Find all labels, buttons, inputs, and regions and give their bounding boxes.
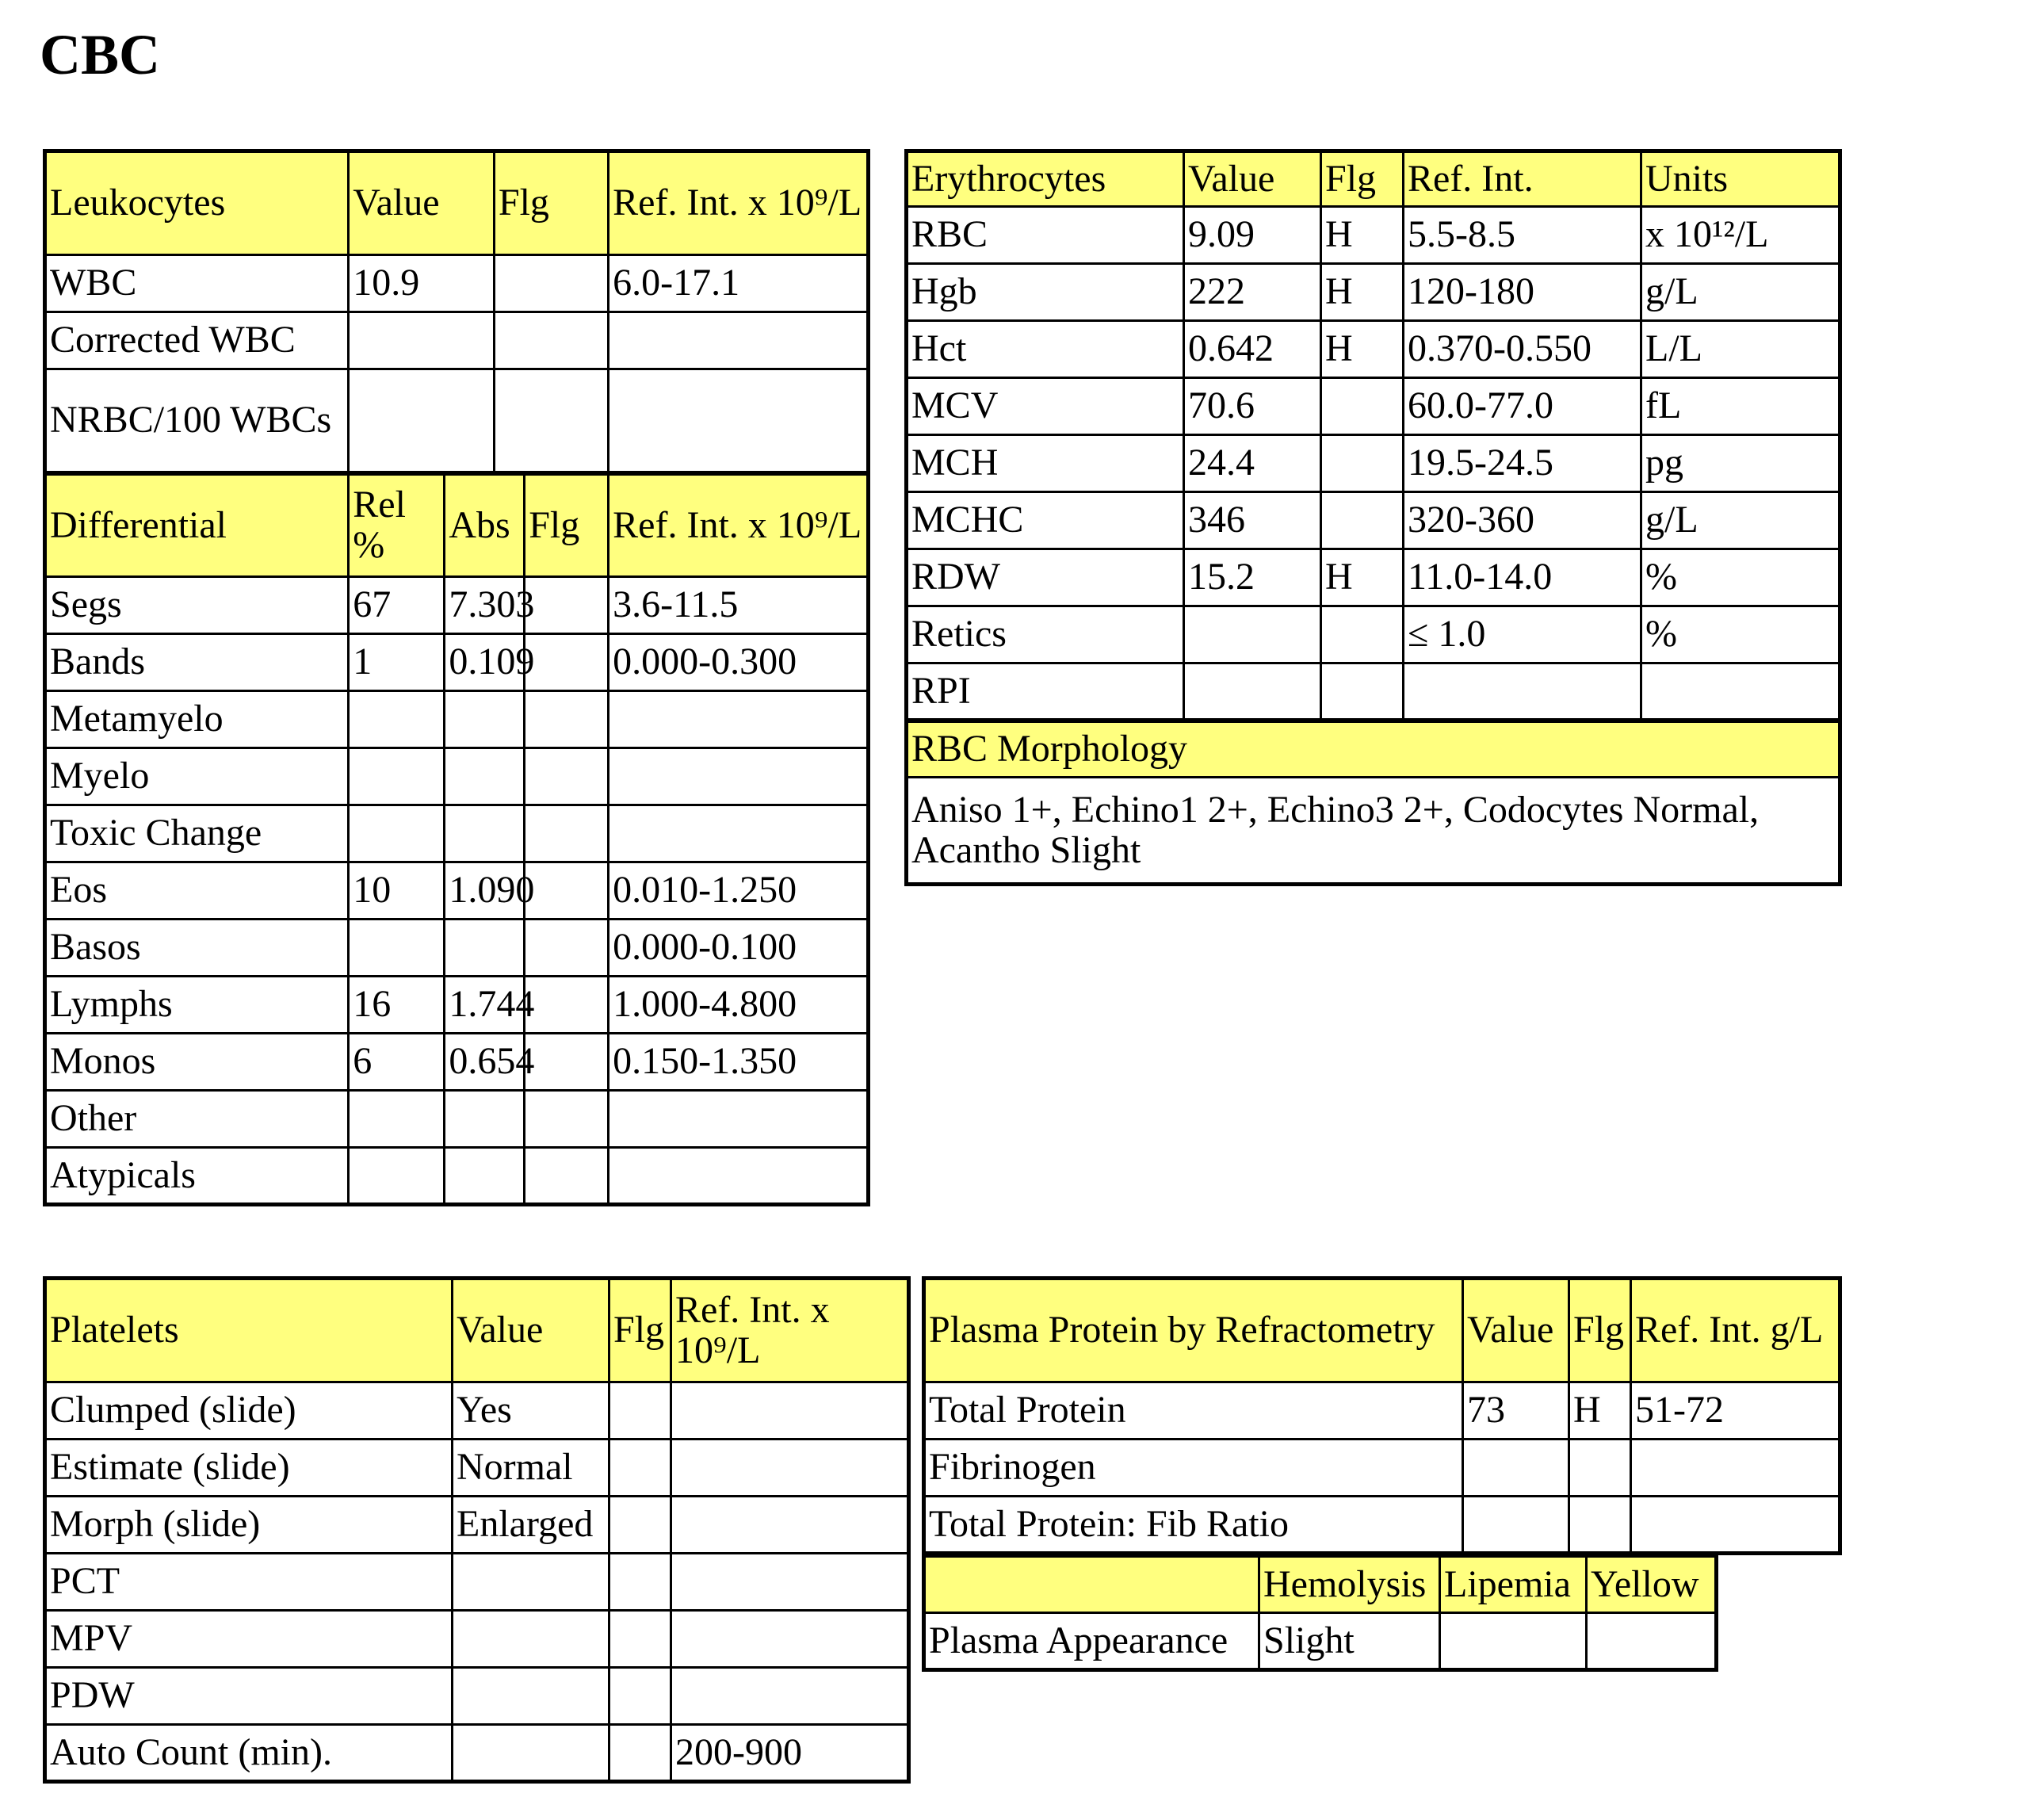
row-value (1184, 606, 1321, 663)
table-row (907, 606, 1840, 663)
row-name: Myelo (45, 748, 349, 805)
differential-header-ref: Ref. Int. x 10⁹/L (609, 473, 869, 577)
row-name: Monos (45, 1034, 349, 1091)
row-flag (494, 369, 608, 473)
row-value (349, 312, 495, 369)
row-lipemia (1440, 1613, 1587, 1670)
row-ref: 3.6-11.5 (609, 577, 869, 634)
row-units: x 10¹²/L (1641, 207, 1840, 264)
row-value: Normal (453, 1440, 609, 1497)
row-name: Total Protein (924, 1382, 1463, 1440)
row-name: Total Protein: Fib Ratio (924, 1497, 1463, 1554)
row-value: Yes (453, 1382, 609, 1440)
row-name: Hct (907, 321, 1184, 378)
table-row (907, 207, 1840, 264)
plasma-protein-header-value: Value (1463, 1279, 1569, 1382)
row-flag (1321, 492, 1404, 549)
row-name: MCHC (907, 492, 1184, 549)
row-flag (609, 1725, 671, 1782)
row-ref: 6.0-17.1 (609, 255, 869, 312)
row-ref (1631, 1440, 1840, 1497)
table-row (907, 549, 1840, 606)
plasma-protein-header-name: Plasma Protein by Refractometry (924, 1279, 1463, 1382)
table-row (924, 1440, 1840, 1497)
row-flag (1569, 1440, 1631, 1497)
row-name: Metamyelo (45, 691, 349, 748)
table-row (907, 264, 1840, 321)
row-name: MCH (907, 435, 1184, 492)
table-row (45, 369, 869, 473)
differential-header-row (45, 473, 869, 577)
row-rel (349, 1091, 445, 1148)
row-flag (525, 862, 609, 920)
row-units: pg (1641, 435, 1840, 492)
row-flag (1321, 606, 1404, 663)
erythrocytes-header-ref: Ref. Int. (1404, 151, 1641, 207)
table-row (45, 312, 869, 369)
table-row (924, 1497, 1840, 1554)
row-rel (349, 920, 445, 977)
table-row (907, 492, 1840, 549)
platelets-header-name: Platelets (45, 1279, 453, 1382)
row-ref (609, 748, 869, 805)
row-ref (609, 805, 869, 862)
row-flag: H (1321, 549, 1404, 606)
row-ref (609, 691, 869, 748)
row-rel (349, 691, 445, 748)
row-name: Corrected WBC (45, 312, 349, 369)
row-ref (671, 1611, 909, 1668)
erythrocytes-table (904, 149, 1842, 886)
row-name: RBC (907, 207, 1184, 264)
row-flag (1569, 1497, 1631, 1554)
row-value (453, 1611, 609, 1668)
row-name: WBC (45, 255, 349, 312)
row-units (1641, 663, 1840, 721)
table-row (45, 255, 869, 312)
differential-header-rel: Rel % (349, 473, 445, 577)
row-name: Estimate (slide) (45, 1440, 453, 1497)
platelets-header-flag: Flg (609, 1279, 671, 1382)
row-yellow (1587, 1613, 1717, 1670)
row-name: Basos (45, 920, 349, 977)
row-name: NRBC/100 WBCs (45, 369, 349, 473)
row-value: 222 (1184, 264, 1321, 321)
plasma-protein-header-ref: Ref. Int. g/L (1631, 1279, 1840, 1382)
row-units: fL (1641, 378, 1840, 435)
row-flag: H (1321, 264, 1404, 321)
row-value: 24.4 (1184, 435, 1321, 492)
row-rel (349, 805, 445, 862)
row-ref: 19.5-24.5 (1404, 435, 1641, 492)
row-rel: 1 (349, 634, 445, 691)
row-name: PDW (45, 1668, 453, 1725)
row-ref: 0.150-1.350 (609, 1034, 869, 1091)
row-ref: 51-72 (1631, 1382, 1840, 1440)
table-row (45, 1440, 909, 1497)
row-ref: 0.000-0.300 (609, 634, 869, 691)
row-abs (445, 920, 525, 977)
row-flag (525, 920, 609, 977)
differential-header-abs: Abs (445, 473, 525, 577)
row-units: g/L (1641, 264, 1840, 321)
rbc-morphology-header: RBC Morphology (907, 721, 1840, 778)
row-abs: 7.303 (445, 577, 525, 634)
row-ref (1631, 1497, 1840, 1554)
row-flag (609, 1611, 671, 1668)
row-value (453, 1668, 609, 1725)
row-name: RPI (907, 663, 1184, 721)
table-row (45, 1091, 869, 1148)
platelets-header-ref: Ref. Int. x 10⁹/L (671, 1279, 909, 1382)
row-abs: 1.090 (445, 862, 525, 920)
row-rel (349, 1148, 445, 1205)
row-name: Fibrinogen (924, 1440, 1463, 1497)
row-value (1184, 663, 1321, 721)
row-flag: H (1321, 207, 1404, 264)
row-name: Bands (45, 634, 349, 691)
row-flag: H (1569, 1382, 1631, 1440)
row-ref (671, 1497, 909, 1554)
table-row (907, 321, 1840, 378)
row-abs (445, 748, 525, 805)
table-row (45, 748, 869, 805)
row-name: Other (45, 1091, 349, 1148)
table-row (45, 920, 869, 977)
row-ref: 11.0-14.0 (1404, 549, 1641, 606)
plasma-appearance-table (922, 1554, 1718, 1672)
leukocytes-table (43, 149, 870, 1206)
table-row (907, 435, 1840, 492)
row-flag (525, 805, 609, 862)
differential-header-flag: Flg (525, 473, 609, 577)
row-value (453, 1725, 609, 1782)
table-row (45, 862, 869, 920)
row-ref (671, 1382, 909, 1440)
row-flag (609, 1382, 671, 1440)
table-row (45, 634, 869, 691)
row-abs: 0.109 (445, 634, 525, 691)
row-value: 9.09 (1184, 207, 1321, 264)
row-value: 15.2 (1184, 549, 1321, 606)
table-row (45, 1725, 909, 1782)
row-flag (525, 577, 609, 634)
row-ref (1404, 663, 1641, 721)
row-name: Segs (45, 577, 349, 634)
row-name: Morph (slide) (45, 1497, 453, 1554)
row-name: Atypicals (45, 1148, 349, 1205)
row-ref: ≤ 1.0 (1404, 606, 1641, 663)
rbc-morphology-text: Aniso 1+, Echino1 2+, Echino3 2+, Codocytes Normal, Acantho Slight (907, 778, 1840, 885)
plasma-appearance-header-hemolysis: Hemolysis (1259, 1556, 1440, 1613)
row-flag (525, 748, 609, 805)
table-row (907, 378, 1840, 435)
table-row (45, 805, 869, 862)
row-name: Clumped (slide) (45, 1382, 453, 1440)
row-flag (494, 312, 608, 369)
row-ref: 0.000-0.100 (609, 920, 869, 977)
row-name: RDW (907, 549, 1184, 606)
row-ref (609, 369, 869, 473)
table-row (45, 1554, 909, 1611)
row-name: Plasma Appearance (924, 1613, 1259, 1670)
row-ref (609, 1091, 869, 1148)
table-row (45, 1611, 909, 1668)
row-flag (609, 1668, 671, 1725)
row-name: MPV (45, 1611, 453, 1668)
row-flag (609, 1497, 671, 1554)
row-value: 10.9 (349, 255, 495, 312)
row-ref (609, 312, 869, 369)
plasma-appearance-header-blank (924, 1556, 1259, 1613)
table-row (907, 663, 1840, 721)
erythrocytes-header-flag: Flg (1321, 151, 1404, 207)
row-rel: 10 (349, 862, 445, 920)
row-value: Enlarged (453, 1497, 609, 1554)
row-flag (525, 1091, 609, 1148)
row-ref: 200-900 (671, 1725, 909, 1782)
row-abs (445, 691, 525, 748)
row-ref (671, 1554, 909, 1611)
row-ref: 5.5-8.5 (1404, 207, 1641, 264)
leukocytes-header-value: Value (349, 151, 495, 255)
table-row (924, 1382, 1840, 1440)
row-name: Lymphs (45, 977, 349, 1034)
table-row (45, 977, 869, 1034)
row-value: 73 (1463, 1382, 1569, 1440)
row-units: % (1641, 549, 1840, 606)
row-value: 70.6 (1184, 378, 1321, 435)
differential-header-name: Differential (45, 473, 349, 577)
row-flag: H (1321, 321, 1404, 378)
row-abs (445, 1091, 525, 1148)
row-hemolysis: Slight (1259, 1613, 1440, 1670)
row-value (1463, 1497, 1569, 1554)
row-name: Hgb (907, 264, 1184, 321)
erythrocytes-header-value: Value (1184, 151, 1321, 207)
row-flag (525, 977, 609, 1034)
row-name: Eos (45, 862, 349, 920)
row-value (1463, 1440, 1569, 1497)
row-name: PCT (45, 1554, 453, 1611)
row-ref: 320-360 (1404, 492, 1641, 549)
row-value (349, 369, 495, 473)
table-row (45, 1497, 909, 1554)
row-ref (609, 1148, 869, 1205)
platelets-table (43, 1276, 911, 1784)
row-name: Auto Count (min). (45, 1725, 453, 1782)
row-flag (525, 1034, 609, 1091)
leukocytes-header-flag: Flg (494, 151, 608, 255)
row-flag (525, 634, 609, 691)
plasma-protein-table (922, 1276, 1842, 1555)
row-ref: 0.370-0.550 (1404, 321, 1641, 378)
leukocytes-header-ref: Ref. Int. x 10⁹/L (609, 151, 869, 255)
row-flag (525, 1148, 609, 1205)
row-ref: 60.0-77.0 (1404, 378, 1641, 435)
table-row (45, 577, 869, 634)
plasma-protein-header-flag: Flg (1569, 1279, 1631, 1382)
row-abs: 0.654 (445, 1034, 525, 1091)
table-row (45, 1382, 909, 1440)
row-flag (1321, 663, 1404, 721)
page-title: CBC (40, 23, 161, 86)
row-ref: 120-180 (1404, 264, 1641, 321)
row-flag (609, 1554, 671, 1611)
platelets-header-value: Value (453, 1279, 609, 1382)
row-rel: 16 (349, 977, 445, 1034)
plasma-appearance-header-lipemia: Lipemia (1440, 1556, 1587, 1613)
row-rel: 67 (349, 577, 445, 634)
row-flag (1321, 435, 1404, 492)
row-units: L/L (1641, 321, 1840, 378)
leukocytes-header-name: Leukocytes (45, 151, 349, 255)
table-row (924, 1613, 1717, 1670)
row-value: 346 (1184, 492, 1321, 549)
row-flag (494, 255, 608, 312)
row-abs: 1.744 (445, 977, 525, 1034)
row-name: MCV (907, 378, 1184, 435)
row-flag (525, 691, 609, 748)
row-abs (445, 805, 525, 862)
row-ref: 0.010-1.250 (609, 862, 869, 920)
row-units: g/L (1641, 492, 1840, 549)
row-abs (445, 1148, 525, 1205)
row-flag (1321, 378, 1404, 435)
row-value (453, 1554, 609, 1611)
plasma-appearance-header-yellow: Yellow (1587, 1556, 1717, 1613)
row-ref: 1.000-4.800 (609, 977, 869, 1034)
row-ref (671, 1668, 909, 1725)
table-row (45, 1034, 869, 1091)
row-units: % (1641, 606, 1840, 663)
row-ref (671, 1440, 909, 1497)
erythrocytes-header-name: Erythrocytes (907, 151, 1184, 207)
erythrocytes-header-units: Units (1641, 151, 1840, 207)
table-row (45, 691, 869, 748)
row-name: Retics (907, 606, 1184, 663)
table-row (45, 1148, 869, 1205)
row-rel (349, 748, 445, 805)
row-rel: 6 (349, 1034, 445, 1091)
row-name: Toxic Change (45, 805, 349, 862)
table-row (45, 1668, 909, 1725)
row-flag (609, 1440, 671, 1497)
row-value: 0.642 (1184, 321, 1321, 378)
